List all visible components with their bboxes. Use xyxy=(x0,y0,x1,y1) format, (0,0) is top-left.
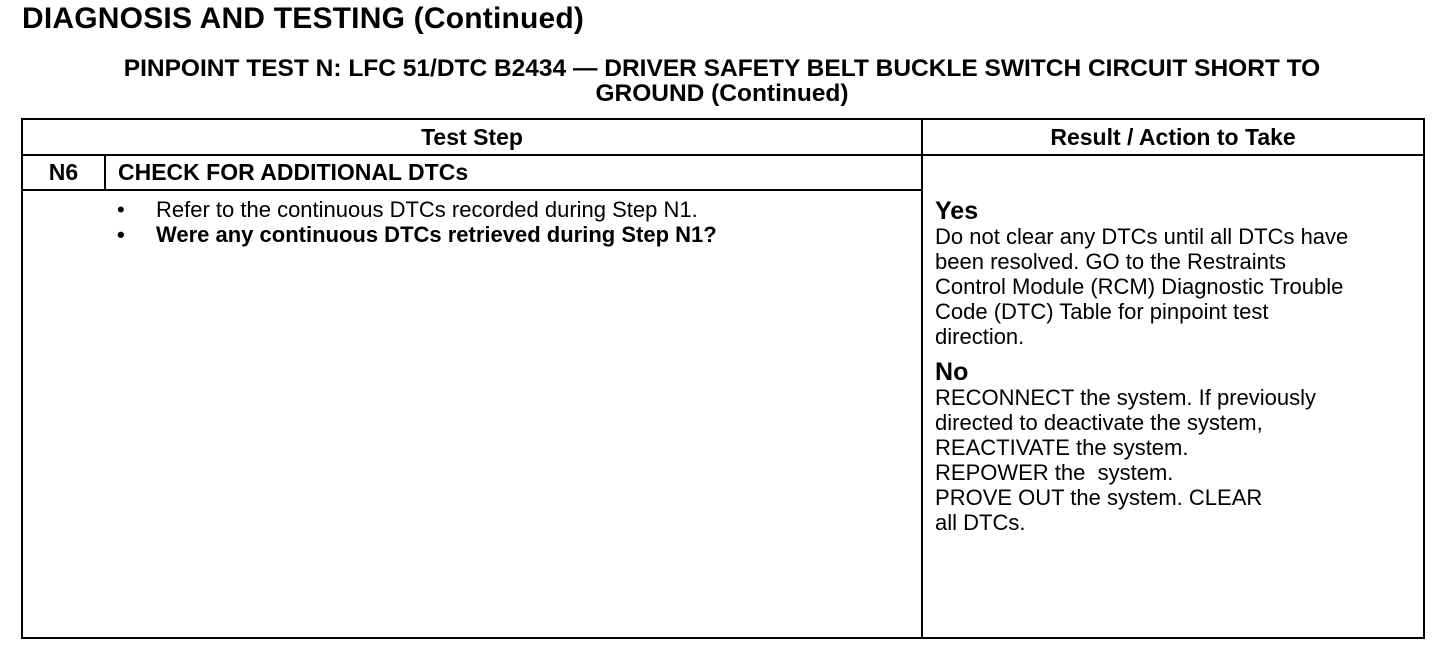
result-no-line: REACTIVATE the system. xyxy=(935,435,1189,460)
column-header-test-step: Test Step xyxy=(22,119,922,155)
column-header-result-action: Result / Action to Take xyxy=(922,119,1424,155)
result-yes-line: Control Module (RCM) Diagnostic Trouble xyxy=(935,274,1344,299)
result-yes-label: Yes xyxy=(935,197,979,225)
result-no-line: all DTCs. xyxy=(935,510,1026,535)
result-no-line: REPOWER the system. xyxy=(935,460,1174,485)
result-yes-line: been resolved. GO to the Restraints xyxy=(935,249,1286,274)
step-question xyxy=(117,222,921,247)
step-question-text: Were any continuous DTCs retrieved during Step N1? xyxy=(156,222,717,247)
pinpoint-test-title-line-2: GROUND (Continued) xyxy=(595,80,849,107)
result-no-text xyxy=(935,385,1419,535)
step-bullet xyxy=(117,197,921,222)
result-no-line: RECONNECT the system. If previously xyxy=(935,385,1317,410)
step-heading: CHECK FOR ADDITIONAL DTCs xyxy=(105,155,922,190)
result-yes-line: Code (DTC) Table for pinpoint test xyxy=(935,299,1269,324)
pinpoint-test-title-line-1: PINPOINT TEST N: LFC 51/DTC B2434 — DRIVER SAFETY BELT BUCKLE SWITCH CIRCUIT SHORT TO xyxy=(123,55,1321,82)
result-action-cell xyxy=(922,155,1424,638)
result-yes-line: direction. xyxy=(935,324,1025,349)
result-yes-line: Do not clear any DTCs until all DTCs have xyxy=(935,224,1349,249)
bullet-dot-icon: • xyxy=(117,222,125,247)
step-bullet-text: Refer to the continuous DTCs recorded during Step N1. xyxy=(156,197,698,222)
step-bullet-list xyxy=(23,197,921,247)
pinpoint-test-title xyxy=(22,56,1422,106)
result-no-line: PROVE OUT the system. CLEAR xyxy=(935,485,1263,510)
result-no-line: directed to deactivate the system, xyxy=(935,410,1263,435)
step-id: N6 xyxy=(22,155,105,190)
pinpoint-test-table xyxy=(21,118,1425,639)
bullet-dot-icon: • xyxy=(117,197,125,222)
result-yes-text xyxy=(935,224,1419,349)
step-body xyxy=(22,190,922,638)
result-no-label: No xyxy=(935,358,969,386)
page-title: DIAGNOSIS AND TESTING (Continued) xyxy=(22,2,585,35)
